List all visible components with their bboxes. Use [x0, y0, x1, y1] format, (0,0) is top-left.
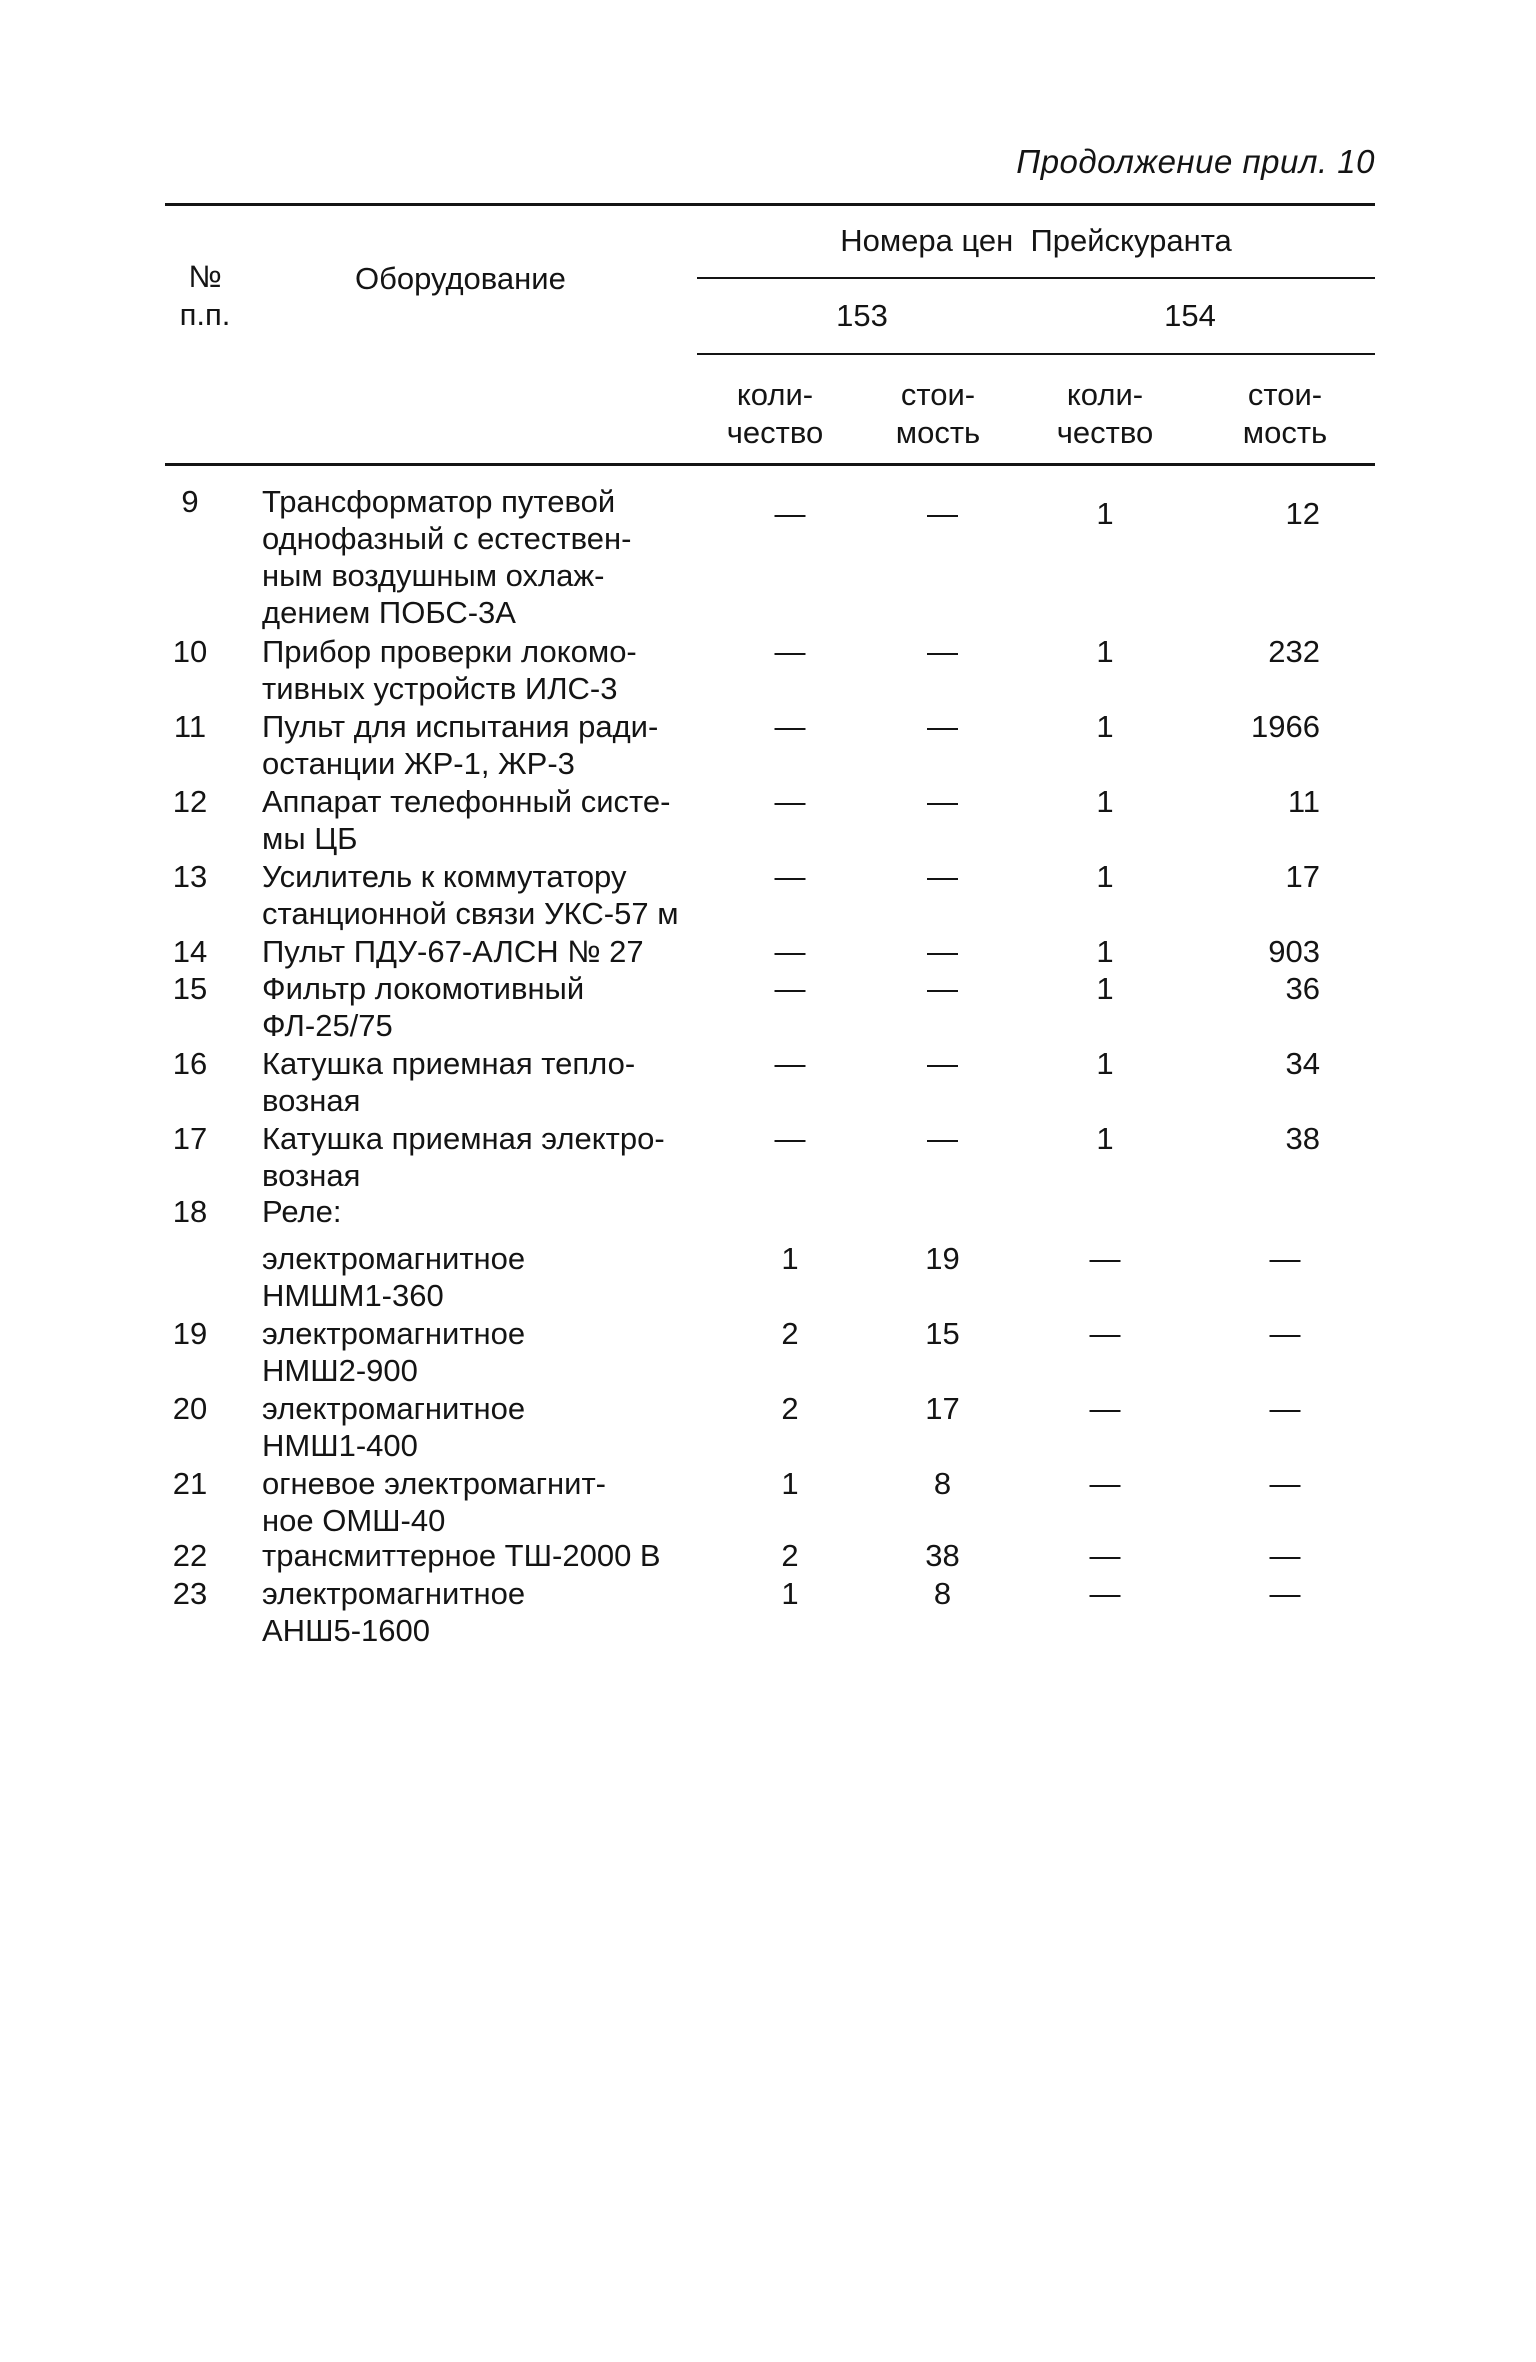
equipment-name: электромагнитное НМШ1-400 — [262, 1391, 526, 1463]
quantity-154: 1 — [1096, 784, 1114, 819]
row-number: 20 — [172, 1391, 208, 1426]
equipment-name: Трансформатор путевой однофазный с естествен- ным воздушным охлаж- дением ПОБС-3А — [262, 484, 632, 630]
cost-154: — — [1269, 1241, 1301, 1276]
equipment-name: Катушка приемная электро- возная — [262, 1121, 665, 1193]
equipment-name: электромагнитное АНШ5-1600 — [262, 1576, 526, 1648]
num-label-bottom: п.п. — [179, 297, 231, 332]
quantity-153: 2 — [781, 1391, 799, 1426]
quantity-154: — — [1089, 1576, 1121, 1611]
price-list-rule — [697, 353, 1375, 355]
price-group-header: Номера цен Прейскуранта — [840, 223, 1232, 258]
equipment-column-header: Оборудование — [355, 261, 566, 296]
equipment-name: огневое электромагнит- ное ОМШ-40 — [262, 1466, 606, 1538]
cost-154: — — [1269, 1316, 1301, 1351]
quantity-154: — — [1089, 1316, 1121, 1351]
cost-153: — — [927, 1046, 958, 1081]
cost-153: — — [927, 709, 958, 744]
cost-154: 232 — [1268, 634, 1320, 669]
quantity-154: — — [1089, 1241, 1121, 1276]
table-top-rule — [165, 203, 1375, 206]
equipment-name: Пульт ПДУ-67-АЛСН № 27 — [262, 934, 644, 969]
cost-154: 36 — [1285, 971, 1320, 1006]
cost-154: 11 — [1287, 784, 1320, 819]
quantity-154: 1 — [1096, 496, 1114, 531]
row-number: 17 — [172, 1121, 208, 1156]
page-caption: Продолжение прил. 10 — [1016, 143, 1375, 180]
row-number: 15 — [172, 971, 208, 1006]
quantity-153: 2 — [781, 1316, 799, 1351]
quantity-153: 1 — [781, 1466, 799, 1501]
cost-154-header: стои- мость — [1242, 377, 1328, 450]
quantity-154: 1 — [1096, 971, 1114, 1006]
cost-153: — — [927, 971, 958, 1006]
header-bottom-rule — [165, 463, 1375, 466]
quantity-153: — — [774, 934, 806, 969]
equipment-name: электромагнитное НМШМ1-360 — [262, 1241, 526, 1313]
equipment-name: Реле: — [262, 1194, 342, 1229]
cost-153: 15 — [925, 1316, 960, 1351]
row-number: 11 — [173, 709, 207, 744]
price-list-153-header: 153 — [836, 298, 888, 333]
cost-153-header: стои- мость — [895, 377, 981, 450]
price-list-154-header: 154 — [1164, 298, 1216, 333]
quantity-154: 1 — [1096, 1046, 1114, 1081]
cost-154: — — [1269, 1391, 1301, 1426]
equipment-name: Усилитель к коммутатору станционной связи УКС-57 м — [262, 859, 679, 931]
row-number: 14 — [172, 934, 208, 969]
cost-153: — — [927, 496, 958, 531]
quantity-153: — — [774, 496, 806, 531]
equipment-name: трансмиттерное ТШ-2000 В — [262, 1538, 661, 1573]
cost-154: 1966 — [1251, 709, 1320, 744]
cost-153: 8 — [933, 1576, 952, 1611]
equipment-name: Фильтр локомотивный ФЛ-25/75 — [262, 971, 585, 1043]
quantity-154: 1 — [1096, 634, 1114, 669]
cost-154: 17 — [1285, 859, 1320, 894]
row-number: 23 — [172, 1576, 208, 1611]
quantity-154: — — [1089, 1466, 1121, 1501]
equipment-name: Катушка приемная тепло- возная — [262, 1046, 636, 1118]
cost-153: 8 — [933, 1466, 952, 1501]
equipment-name: Аппарат телефонный систе- мы ЦБ — [262, 784, 671, 856]
cost-154: — — [1269, 1576, 1301, 1611]
quantity-154: — — [1089, 1391, 1121, 1426]
num-column-header — [160, 258, 250, 334]
quantity-154: — — [1089, 1538, 1121, 1573]
row-number: 13 — [172, 859, 208, 894]
quantity-153: — — [774, 634, 806, 669]
cost-153: — — [927, 1121, 958, 1156]
quantity-153: 1 — [781, 1241, 799, 1276]
quantity-153: — — [774, 971, 806, 1006]
equipment-name: Прибор проверки локомо- тивных устройств ИЛС-3 — [262, 634, 637, 706]
quantity-154: 1 — [1096, 709, 1114, 744]
cost-153: 17 — [925, 1391, 960, 1426]
quantity-153: 1 — [781, 1576, 799, 1611]
quantity-154: 1 — [1096, 1121, 1114, 1156]
quantity-153: 2 — [781, 1538, 799, 1573]
quantity-153: — — [774, 1121, 806, 1156]
num-label-top: № — [188, 259, 222, 294]
equipment-name: электромагнитное НМШ2-900 — [262, 1316, 526, 1388]
quantity-154-header: коли- чество — [1056, 377, 1154, 450]
cost-153: — — [927, 784, 958, 819]
cost-154: 38 — [1285, 1121, 1320, 1156]
quantity-153: — — [774, 709, 806, 744]
cost-153: 38 — [925, 1538, 960, 1573]
row-number: 19 — [172, 1316, 208, 1351]
row-number: 22 — [172, 1538, 208, 1573]
quantity-153: — — [774, 1046, 806, 1081]
row-number: 16 — [172, 1046, 208, 1081]
cost-153: — — [927, 934, 958, 969]
cost-153: — — [927, 634, 958, 669]
cost-154: — — [1269, 1538, 1301, 1573]
cost-154: 12 — [1285, 496, 1320, 531]
quantity-153-header: коли- чество — [726, 377, 824, 450]
cost-154: 903 — [1268, 934, 1320, 969]
cost-153: 19 — [925, 1241, 960, 1276]
cost-154: 34 — [1285, 1046, 1320, 1081]
quantity-153: — — [774, 859, 806, 894]
row-number: 9 — [181, 484, 199, 519]
cost-153: — — [927, 859, 958, 894]
row-number: 18 — [172, 1194, 208, 1229]
row-number: 10 — [172, 634, 208, 669]
row-number: 12 — [172, 784, 208, 819]
quantity-153: — — [774, 784, 806, 819]
price-group-rule — [697, 277, 1375, 279]
quantity-154: 1 — [1096, 934, 1114, 969]
quantity-154: 1 — [1096, 859, 1114, 894]
equipment-name: Пульт для испытания ради- останции ЖР-1, ЖР-3 — [262, 709, 659, 781]
cost-154: — — [1269, 1466, 1301, 1501]
row-number: 21 — [172, 1466, 208, 1501]
